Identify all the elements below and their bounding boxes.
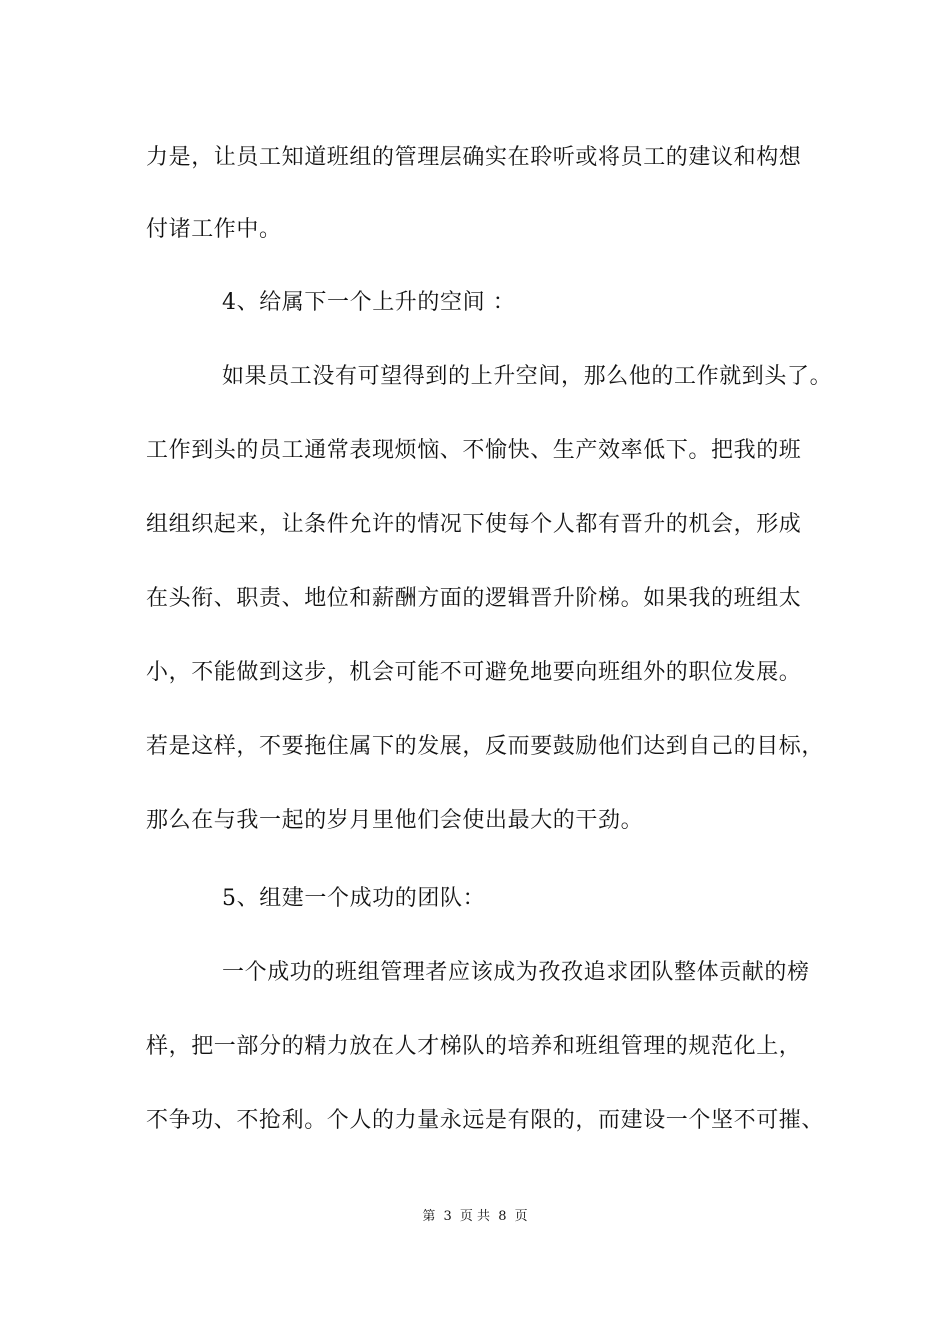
paragraph-line: 工作到头的员工通常表现烦恼、不愉快、生产效率低下。把我的班 bbox=[146, 438, 802, 463]
paragraph-line: 一个成功的班组管理者应该成为孜孜追求团队整体贡献的榜 bbox=[222, 960, 810, 985]
current-page-number: 3 bbox=[443, 1209, 452, 1224]
paragraph-line: 如果员工没有可望得到的上升空间，那么他的工作就到头了。 bbox=[222, 364, 833, 389]
paragraph-line: 小，不能做到这步，机会可能不可避免地要向班组外的职位发展。 bbox=[146, 660, 802, 685]
paragraph-line: 若是这样，不要拖住属下的发展，反而要鼓励他们达到自己的目标， bbox=[146, 734, 825, 759]
paragraph-line: 样，把一部分的精力放在人才梯队的培养和班组管理的规范化上， bbox=[146, 1034, 802, 1059]
page-footer bbox=[0, 1208, 950, 1226]
paragraph-line: 那么在与我一起的岁月里他们会使出最大的干劲。 bbox=[146, 808, 644, 833]
page-label-prefix: 第 bbox=[422, 1209, 436, 1224]
paragraph-line: 在头衔、职责、地位和薪酬方面的逻辑晋升阶梯。如果我的班组太 bbox=[146, 586, 802, 611]
page-label-suffix: 页 bbox=[514, 1209, 528, 1224]
paragraph-line: 组组织起来，让条件允许的情况下使每个人都有晋升的机会，形成 bbox=[146, 512, 802, 537]
section-heading-5: 5、组建一个成功的团队： bbox=[222, 886, 486, 911]
paragraph-line: 力是，让员工知道班组的管理层确实在聆听或将员工的建议和构想 bbox=[146, 145, 802, 170]
total-pages-number: 8 bbox=[498, 1209, 507, 1224]
paragraph-line: 付诸工作中。 bbox=[146, 217, 282, 242]
section-heading-4: 4、给属下一个上升的空间 ： bbox=[222, 290, 516, 315]
paragraph-line: 不争功、不抢利。个人的力量永远是有限的，而建设一个坚不可摧、 bbox=[146, 1108, 825, 1133]
page-label-mid: 页 共 bbox=[459, 1209, 491, 1224]
